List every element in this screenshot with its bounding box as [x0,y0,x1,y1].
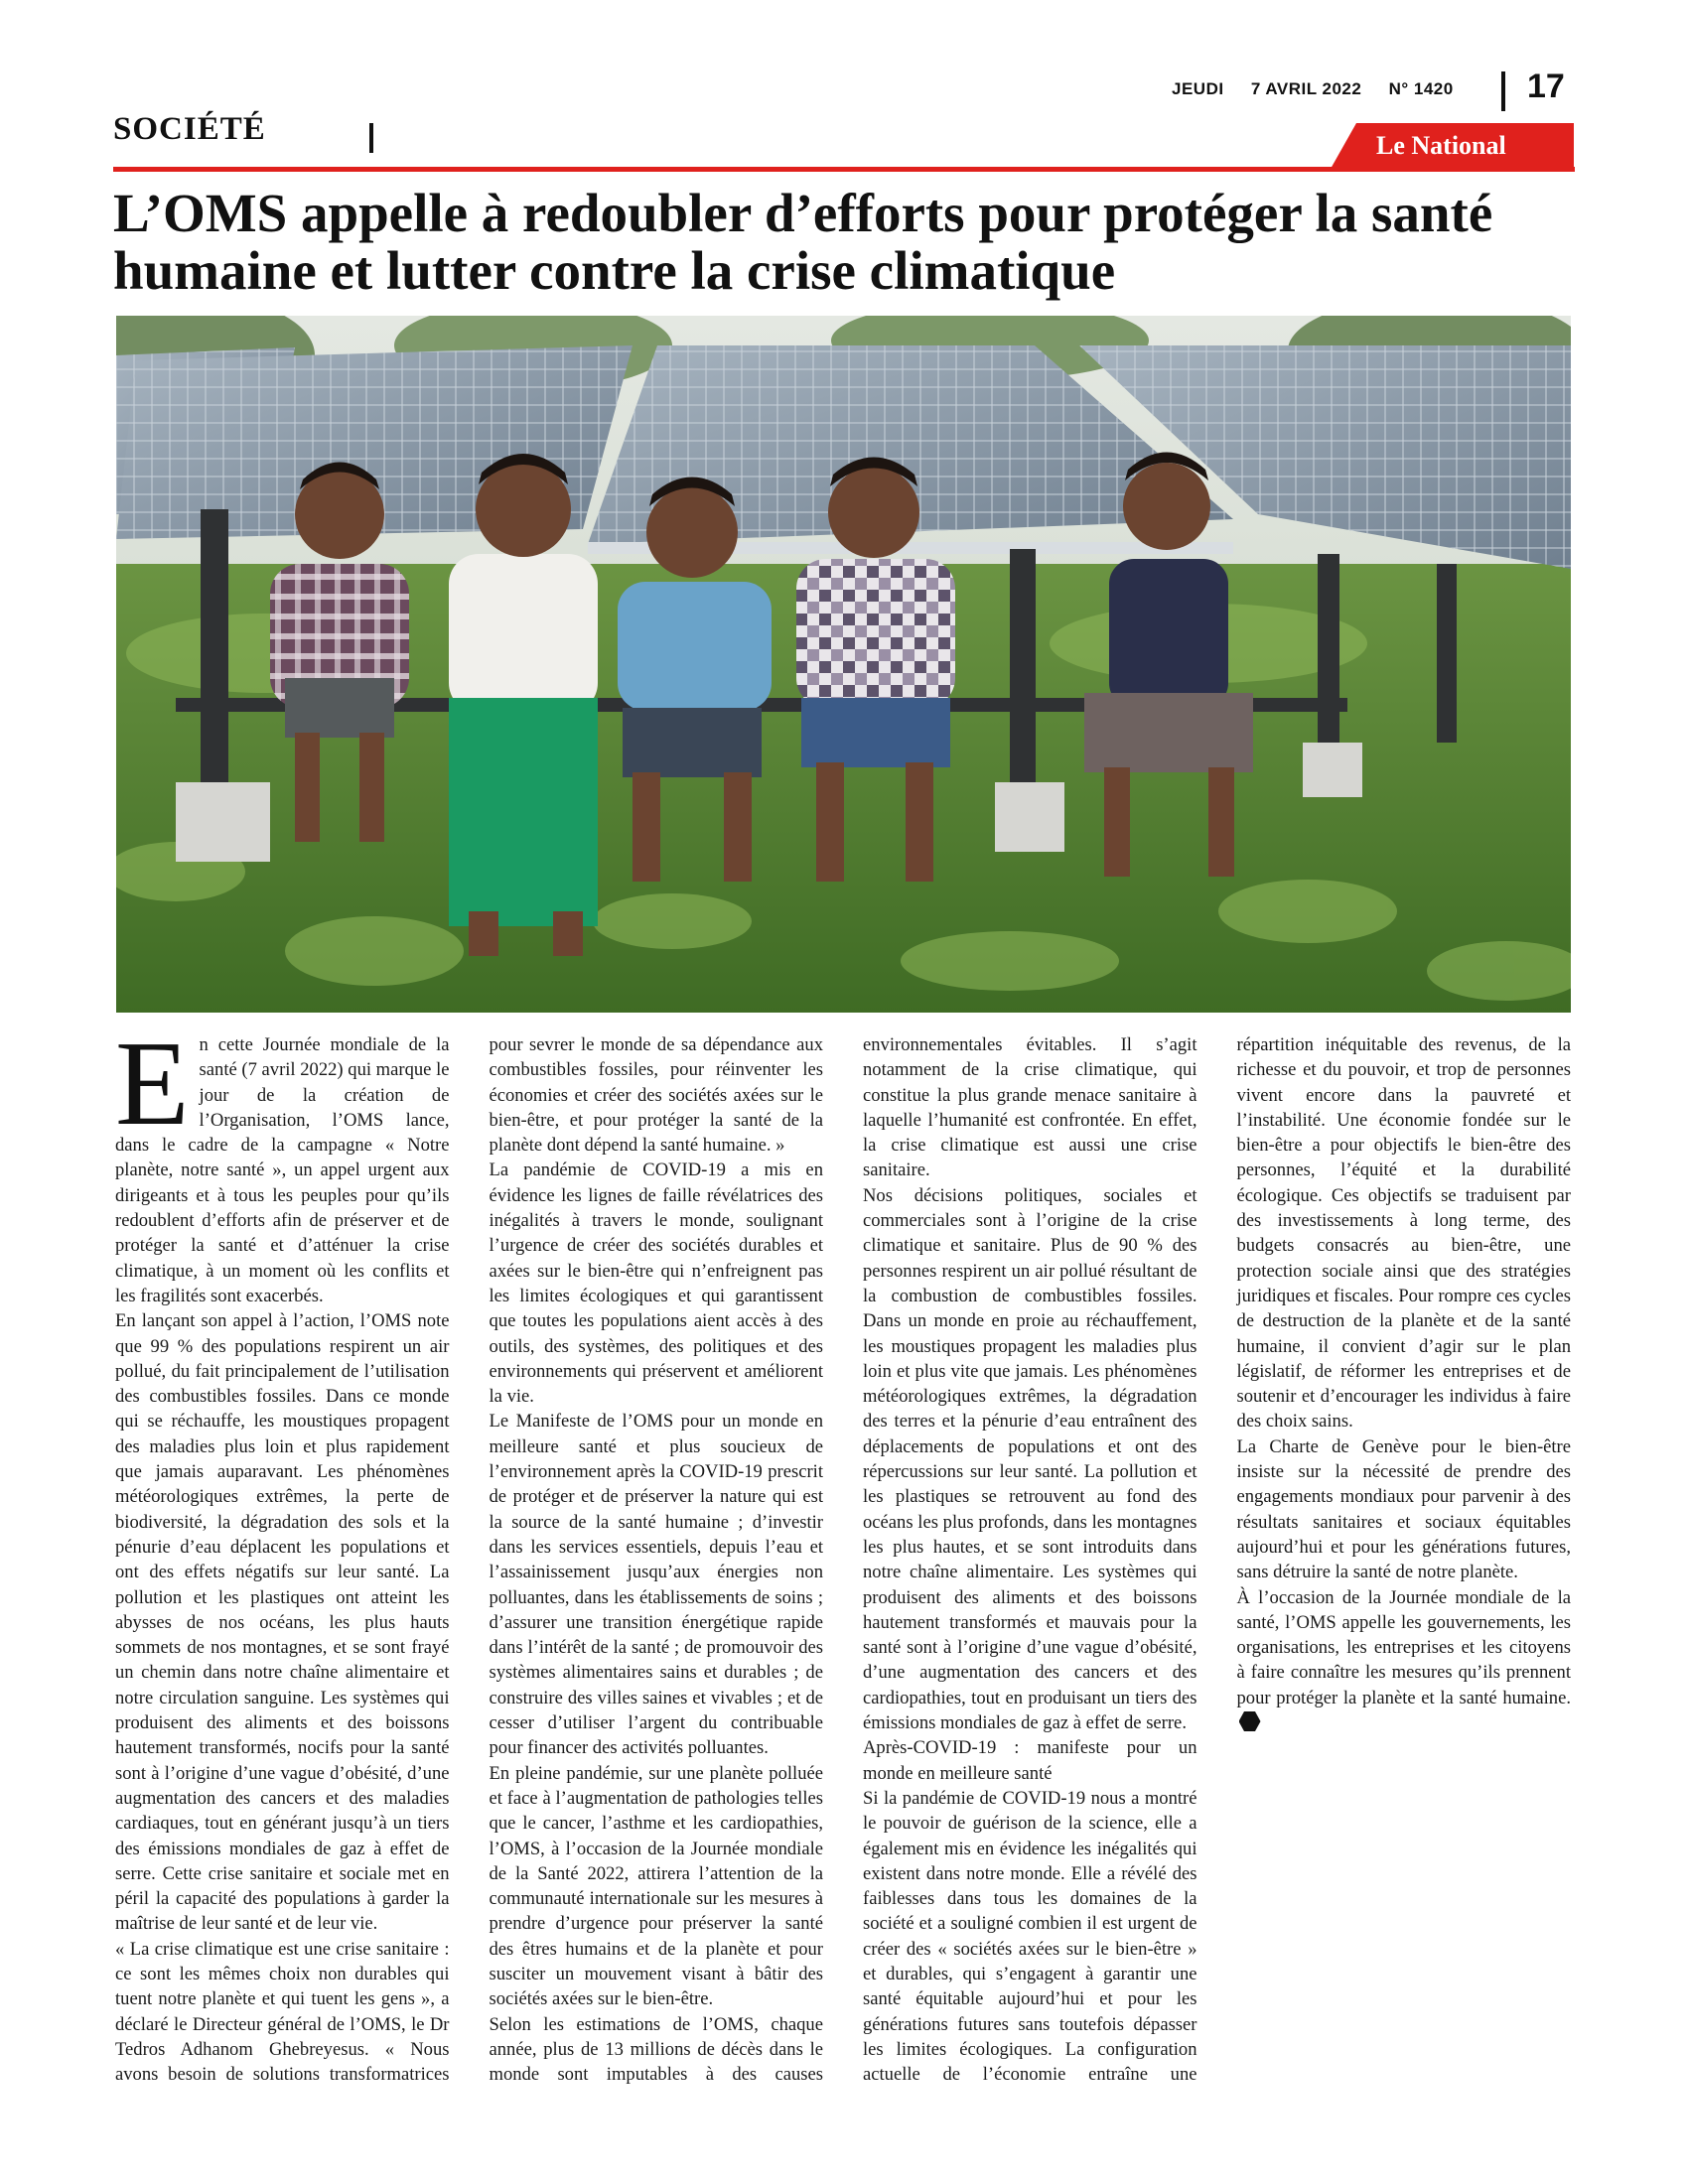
article-paragraph: Nos décisions politiques, sociales et commerciales sont à l’origine de la crise climatique et sanitaire. Plus de 90 % des personnes respirent un air pollué résultant de la combustion de combustibles fossiles. Dans un monde en proie au réchauffement, les moustiques propagent les maladies plus loin et plus vite que jamais. Les phénomènes météorologiques extrêmes, la dégradation des terres et la pénurie d’eau entraînent des déplacements de populations et ont des répercussions sur leur santé. La pollution et les plastiques se retrouvent au fond des océans les plus profonds, dans les montagnes les plus hautes, et se sont introduits dans notre chaîne alimentaire. Les systèmes qui produisent des aliments et des boissons hautement transformés et mauvais pour la santé sont à l’origine d’une vague d’obésité, d’une augmentation des cancers et des cardiopathies, tout en produisant un tiers des émissions mondiales de gaz à effet de serre. [863,1184,1197,1734]
article-paragraph [1237,1585,1572,1736]
page-number: 17 [1527,68,1565,105]
drop-cap: E [115,1017,190,1151]
issue-date: 7 AVRIL 2022 [1250,79,1362,98]
article-paragraph: En pleine pandémie, sur une planète polluée et face à l’augmentation de pathologies telles que le cancer, l’asthme et les cardiopathies, l’OMS, à l’occasion de la Journée mondiale de la Santé 2022, attirera l’attention de la communauté internationale sur les mesures à prendre d’urgence pour préserver la santé des êtres humains et de la planète et pour susciter un mouvement visant à bâtir des sociétés axées sur le bien-être. [489,1762,823,2010]
section-divider [369,123,373,153]
paragraph-text: n cette Journée mondiale de la santé (7 avril 2022) qui marque le jour de la création de l’Organisation, l’OMS lance, dans le cadre de la campagne « Notre planète, notre santé », un appel urgent aux dirigeants et à tous les peuples pour qu’ils redoublent d’efforts afin de préserver et de protéger la santé et d’atténuer la crise climatique, à un moment où les conflits et les fragilités sont exacerbés. [115,1034,450,1306]
article-body [115,1017,1571,2105]
article-photo [116,316,1571,1013]
article-paragraph [115,1017,450,1308]
end-of-article-icon [1239,1711,1261,1731]
article-paragraph: Selon les estimations de l’OMS, chaque année, plus de 13 millions de décès dans le monde sont imputables à des causes environnementales évitables. Il s’agit notamment de la crise climatique, qui constitue la plus grande menace sanitaire à laquelle l’humanité est confrontée. En effet, la crise climatique est aussi une crise sanitaire. [489,1034,1197,2086]
article-subheading: Après-COVID-19 : manifeste pour un monde en meilleure santé [863,1737,1197,1784]
article-paragraph: Si la pandémie de COVID-19 nous a montré le pouvoir de guérison de la science, elle a également mis en évidence les inégalités qui existent dans notre monde. Elle a révélé des faiblesses dans tous les domaines de la société et a souligné combien il est urgent de créer des « sociétés axées sur le bien-être » et durables, qui s’engagent à garantir une santé équitable aujourd’hui et pour les générations futures sans toutefois dépasser les limites écologiques. La configuration actuelle de l’économie entraîne une répartition inéquitable des revenus, de la richesse et du pouvoir, et trop de personnes vivent encore dans la pauvreté et l’instabilité. Une économie fondée sur le bien-être a pour objectifs le bien-être des personnes, l’équité et la durabilité écologique. Ces objectifs se traduisent par des investissements à long terme, des budgets consacrés au bien-être, une protection sociale ainsi que des stratégies juridiques et fiscales. Pour rompre ces cycles de destruction de la planète et de la santé humaine, il convient d’agir sur le plan législatif, de réformer les entreprises et de soutenir et d’encourager les individus à faire des choix sains. [863,1034,1571,2086]
article-paragraph: En lançant son appel à l’action, l’OMS note que 99 % des populations respirent un air pollué, du fait principalement de l’utilisation des combustibles fossiles. Dans ce monde qui se réchauffe, les moustiques propagent des maladies plus loin et plus rapidement que jamais auparavant. Les phénomènes météorologiques extrêmes, la perte de biodiversité, la dégradation des sols et la pénurie d’eau déplacent les populations et ont des effets négatifs sur leur santé. La pollution et les plastiques ont atteint les abysses de nos océans, les plus hauts sommets de nos montagnes, et se sont frayé un chemin dans notre chaîne alimentaire et notre circulation sanguine. Les systèmes qui produisent des aliments et des boissons hautement transformés, nocifs pour la santé sont à l’origine d’une vague d’obésité, d’une augmentation des cancers et des maladies cardiaques, tout en générant jusqu’à un tiers des émissions mondiales de gaz à effet de serre. Cette crise sanitaire et sociale met en péril la capacité des populations à garder la maîtrise de leur santé et de leur vie. [115,1310,450,1935]
article-paragraph: La pandémie de COVID-19 a mis en évidence les lignes de faille révélatrices des inégalités à travers le monde, soulignant l’urgence de créer des sociétés durables et axées sur le bien-être qui n’enfreignent pas les limites écologiques et qui garantissent que toutes les populations aient accès à des outils, des systèmes, des politiques et des environnements qui préservent et améliorent la vie. [489,1160,823,1408]
paragraph-text: À l’occasion de la Journée mondiale de la santé, l’OMS appelle les gouvernements, les organisations, les entreprises et les citoyens à faire connaître les mesures qu’ils prennent pour protéger la planète et la santé humaine. [1236,1586,1571,1708]
page-number-divider [1501,71,1505,111]
header-rule [113,167,1575,172]
issue-number: N° 1420 [1388,79,1454,98]
brand-name: Le National [1376,131,1506,160]
article-paragraph: « La crise climatique est une crise sanitaire : ce sont les mêmes choix non durables qui tuent notre planète et qui tuent les gens », a déclaré le Directeur général de l’OMS, le Dr Tedros Adhanom Ghebreyesus. « Nous avons besoin de solutions transformatrices pour sevrer le monde de sa dépendance aux combustibles fossiles, pour réinventer les économies et créer des sociétés axées sur le bien-être, et pour protéger la santé de la planète dont dépend la santé humaine. » [115,1034,823,2086]
issue-day: JEUDI [1172,79,1224,98]
article-paragraph: Le Manifeste de l’OMS pour un monde en meilleure santé et plus soucieux de l’environnement après la COVID-19 prescrit de protéger et de préserver la nature qui est la source de la santé humaine ; d’investir dans les services essentiels, depuis l’eau et l’assainissement jusqu’aux énergies non polluantes, dans les établissements de soins ; d’assurer une transition énergétique rapide dans l’intérêt de la santé ; de promouvoir des systèmes alimentaires sains et durables ; de construire des villes saines et vivables ; et de cesser d’utiliser l’argent du contribuable pour financer des activités polluantes. [489,1411,823,1759]
issue-info [1172,79,1529,99]
section-label: SOCIÉTÉ [113,111,266,147]
article-headline: L’OMS appelle à redoubler d’efforts pour protéger la santé humaine et lutter contre la crise climatique [113,183,1493,301]
article-paragraph: La Charte de Genève pour le bien-être insiste sur la nécessité de prendre des engagements mondiaux pour parvenir à des résultats sanitaires et sociaux équitables aujourd’hui et pour les générations futures, sans détruire la santé de notre planète. [1236,1435,1571,1583]
